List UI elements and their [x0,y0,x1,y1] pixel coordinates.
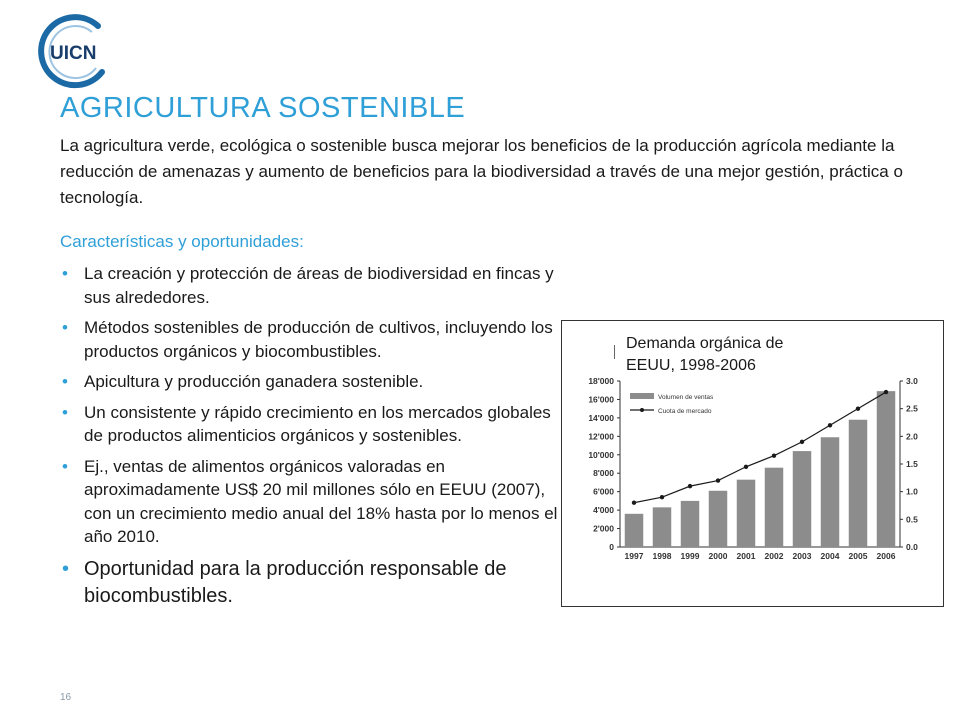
bullet-text: Un consistente y rápido crecimiento en los mercados globales de productos alimenticios orgánicos y sostenibles. [84,402,551,445]
market-share-point-1998 [660,495,664,499]
y-left-tick-label: 0 [609,542,614,552]
bullet-list [60,262,560,617]
page-title: AGRICULTURA SOSTENIBLE [60,92,466,124]
bullet-item: • Apicultura y producción ganadera sostenible. [62,372,424,391]
y-left-tick-label: 14'000 [588,412,614,423]
market-share-point-2006 [884,390,888,394]
bullet-item: • Un consistente y rápido crecimiento en los mercados globales de productos alimenticios orgánicos y sostenibles. [62,402,551,445]
x-tick-label: 2002 [764,551,784,561]
bar-2001 [737,480,755,547]
uicn-logo-mark [36,12,116,92]
bar-1999 [681,501,699,547]
bar-2002 [765,468,783,547]
market-share-point-2003 [800,440,804,444]
bullet-item: • La creación y protección de áreas de biodiversidad en fincas y sus alrededores. [62,264,554,307]
y-right-tick-label: 0.5 [906,514,918,525]
x-tick-label: 2004 [820,551,840,561]
y-right-tick-label: 2.0 [906,431,918,442]
y-left-tick-label: 2'000 [593,523,614,534]
y-left-tick-label: 16'000 [588,394,614,405]
y-right-tick-label: 0.0 [906,542,918,552]
title-marker [614,345,615,359]
y-left-tick-label: 12'000 [588,431,614,442]
bullet-text: La creación y protección de áreas de biodiversidad en fincas y sus alrededores. [84,264,554,307]
x-tick-label: 2003 [792,551,812,561]
y-right-tick-label: 1.5 [906,459,918,469]
y-left-tick-label: 10'000 [588,449,614,460]
x-tick-label: 2000 [708,551,728,561]
bar-2000 [709,491,727,547]
market-share-point-2002 [772,454,776,458]
market-share-point-2004 [828,423,832,427]
market-share-point-2005 [856,406,860,410]
legend-swatch-line-marker [640,408,644,412]
bullet-text: Oportunidad para la producción responsable de biocombustibles. [84,557,507,607]
bar-1997 [625,514,643,547]
x-tick-label: 2006 [876,551,896,561]
y-left-tick-label: 6'000 [593,486,614,497]
y-left-tick-label: 18'000 [588,376,614,386]
bullet-text: Ej., ventas de alimentos orgánicos valoradas en aproximadamente US$ 20 mil millones sólo en EEUU (2007), con un crecimiento medio anual del 18% hasta por lo menos el año 2010. [84,456,558,546]
bullet-item: • Oportunidad para la producción responsable de biocombustibles. [62,557,507,607]
market-share-point-2000 [716,478,720,482]
chart-title-text: Demanda orgánica de EEUU, 1998-2006 [626,335,784,374]
y-left-tick-label: 4'000 [593,505,614,516]
legend-label-line: Cuota de mercado [658,408,712,415]
bar-2004 [821,437,839,547]
chart-title [626,333,796,377]
bullet-text: Apicultura y producción ganadera sostenible. [84,372,424,391]
y-right-tick-label: 1.0 [906,486,918,497]
page-number: 16 [60,692,72,703]
bar-2006 [877,391,895,547]
bullet-text: Métodos sostenibles de producción de cultivos, incluyendo los productos orgánicos y biocombustibles. [84,318,553,361]
legend-label-bars: Volumen de ventas [658,394,714,401]
x-tick-label: 2005 [848,551,868,561]
bar-2003 [793,451,811,547]
market-share-point-1997 [632,501,636,505]
bullet-item: • Ej., ventas de alimentos orgánicos valoradas en aproximadamente US$ 20 mil millones sólo en EEUU (2007), con un crecimiento medio anual del 18% hasta por lo menos el año 2010. [62,456,558,546]
x-tick-label: 1998 [652,551,672,561]
x-tick-label: 1999 [680,551,700,561]
x-tick-label: 2001 [736,551,756,561]
y-right-tick-label: 3.0 [906,376,918,386]
market-share-point-1999 [688,484,692,488]
bullet-item: • Métodos sostenibles de producción de cultivos, incluyendo los productos orgánicos y biocombustibles. [62,318,553,361]
uicn-logo [36,12,116,92]
legend-swatch-bars [630,393,654,399]
market-share-point-2001 [744,465,748,469]
bar-2005 [849,420,867,547]
y-left-tick-label: 8'000 [593,468,614,479]
intro-paragraph: La agricultura verde, ecológica o sostenible busca mejorar los beneficios de la producción agrícola mediante la reducción de amenazas y aumento de beneficios para la biodiversidad a través de una mejor gestión, práctica o tecnología. [60,136,903,207]
logo-text: UICN [50,43,97,64]
subheading: Características y oportunidades: [60,232,304,251]
x-tick-label: 1997 [624,551,644,561]
y-right-tick-label: 2.5 [906,403,918,414]
bar-1998 [653,507,671,547]
